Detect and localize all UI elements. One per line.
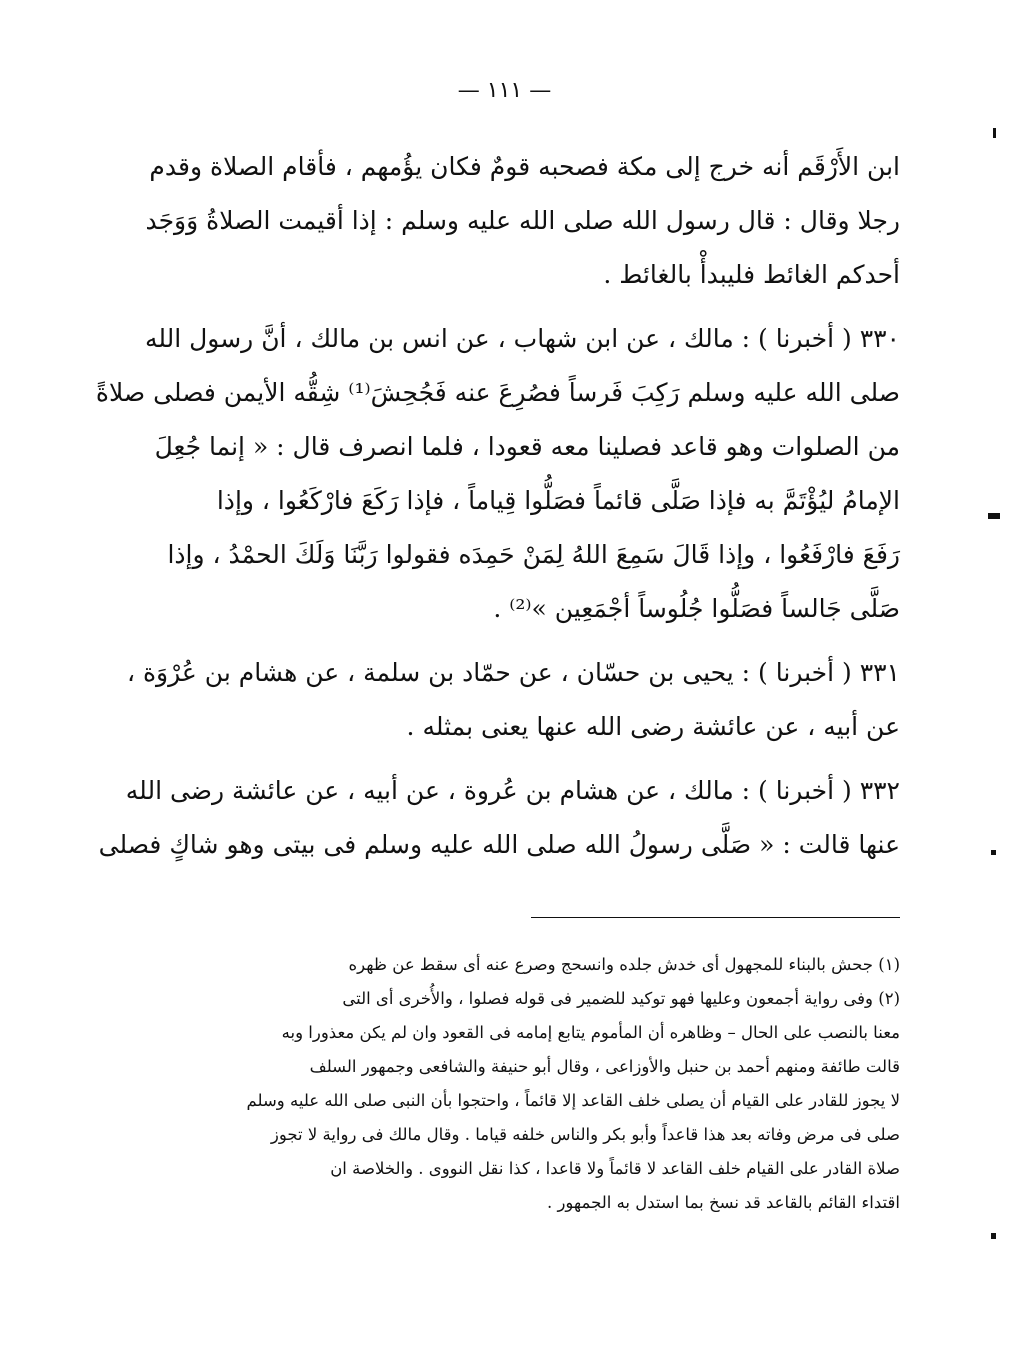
main-text xyxy=(95,140,900,872)
footnote-line: لا يجوز للقادر على القيام أن يصلى خلف القاعد إلا قائماً ، واحتجوا بأن النبى صلى الله عليه وسلم xyxy=(246,1091,900,1110)
page-number: — ١١١ — xyxy=(457,78,552,103)
scan-mark xyxy=(991,850,996,855)
text-line: عنها قالت : « صَلَّى رسولُ الله صلى الله عليه وسلم فى بيتى وهو شاكٍ فصلى xyxy=(98,830,900,859)
footnote-line: صلى فى مرض وفاته بعد هذا قاعداً وأبو بكر والناس خلفه قياما . وقال مالك فى رواية لا تجوز xyxy=(270,1125,900,1144)
text-line: ٣٣٠ ( أخبرنا ) : مالك ، عن ابن شهاب ، عن انس بن مالك ، أنَّ رسول الله xyxy=(144,324,900,353)
text-line: ابن الأَرْقَم أنه خرج إلى مكة فصحبه قومٌ فكان يؤُمهم ، فأقام الصلاة وقدم xyxy=(149,152,900,181)
scan-mark xyxy=(988,513,1000,519)
footnote-line: معنا بالنصب على الحال – وظاهره أن المأموم يتابع إمامه فى القعود وان لم يكن معذورا وبه xyxy=(281,1023,900,1042)
footnote-separator xyxy=(531,917,900,918)
footnote-line: (٢) وفى رواية أجمعون وعليها فهو توكيد للضمير فى قوله فصلوا ، والأُخرى أى التى xyxy=(342,989,900,1008)
footnotes xyxy=(200,948,900,1220)
text-line: من الصلوات وهو قاعد فصلينا معه قعودا ، فلما انصرف قال : « إنما جُعِلَ xyxy=(154,432,900,461)
text-line: رجلا وقال : قال رسول الله صلى الله عليه وسلم : إذا أقيمت الصلاةُ وَوَجَد xyxy=(145,206,900,235)
text-line: الإمامُ ليُؤْتَمَّ به فإذا صَلَّى قائماً فصَلُّوا قِياماً ، فإذا رَكَعَ فارْكَعُوا ، وإذا xyxy=(216,486,900,515)
footnote-line: قالت طائفة ومنهم أحمد بن حنبل والأوزاعى ، وقال أبو حنيفة والشافعى وجمهور السلف xyxy=(309,1057,900,1076)
text-line: ٣٣٢ ( أخبرنا ) : مالك ، عن هشام بن عُروة ، عن أبيه ، عن عائشة رضى الله xyxy=(125,776,900,805)
footnote-line: اقتداء القائم بالقاعد قد نسخ بما استدل به الجمهور . xyxy=(546,1193,900,1212)
footnote-line: (١) جحش بالبناء للمجهول أى خدش جلده وانسحج وصرع عنه أى سقط عن ظهره xyxy=(348,955,900,974)
text-line: أحدكم الغائط فليبدأْ بالغائط . xyxy=(603,260,900,289)
text-line: صَلَّى جَالساً فصَلُّوا جُلُوساً أجْمَعِين »⁽²⁾ . xyxy=(493,594,900,623)
text-line: ٣٣١ ( أخبرنا ) : يحيى بن حسّان ، عن حمّاد بن سلمة ، عن هشام بن عُرْوَة ، xyxy=(126,658,900,687)
scan-mark xyxy=(993,128,996,138)
text-line: رَفَعَ فارْفَعُوا ، وإذا قَالَ سَمِعَ اللهُ لِمَنْ حَمِدَه فقولوا رَبَّنَا وَلَكَ الحمْدُ ، وإذا xyxy=(167,540,900,569)
footnote-line: صلاة القادر على القيام خلف القاعد لا قائماً ولا قاعدا ، كذا نقل النووى . والخلاصة ان xyxy=(330,1159,900,1178)
text-line: عن أبيه ، عن عائشة رضى الله عنها يعنى بمثله . xyxy=(406,712,900,741)
scan-mark xyxy=(991,1233,996,1239)
text-line: صلى الله عليه وسلم رَكِبَ فَرساً فصُرِعَ عنه فَجُحِشَ⁽¹⁾ شِقُّه الأيمن فصلى صلاةً xyxy=(95,378,900,407)
